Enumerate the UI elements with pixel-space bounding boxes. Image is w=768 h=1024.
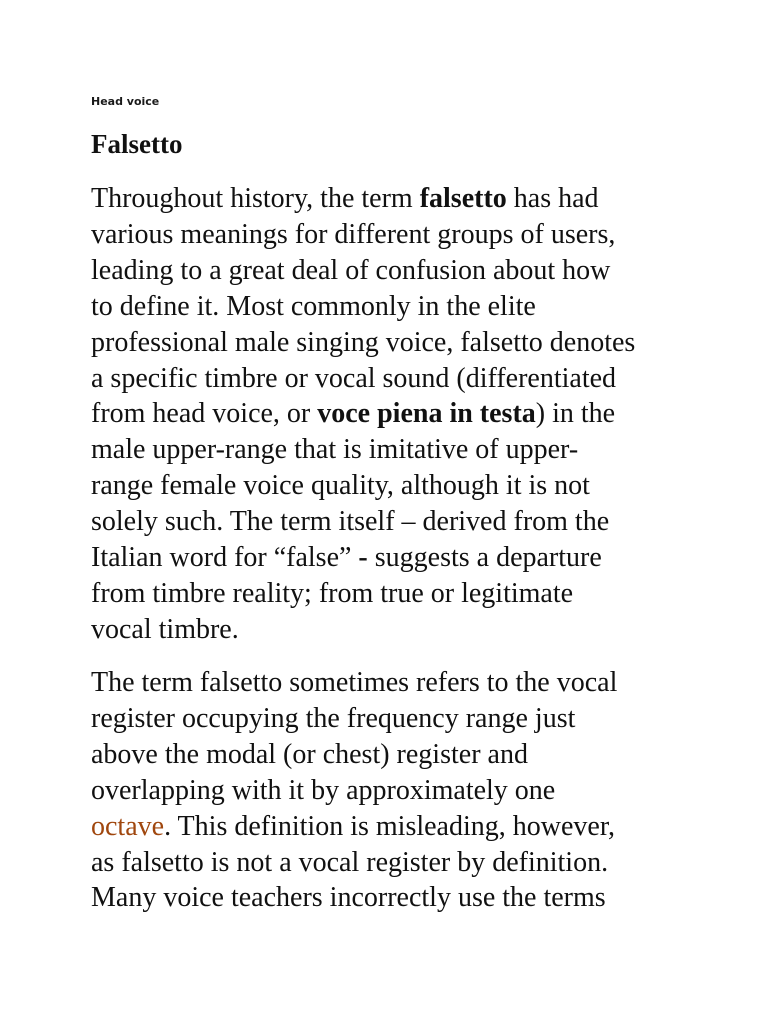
text-run: suggests a departure: [367, 542, 602, 574]
text-line: [91, 396, 691, 432]
text-line: male upper-range that is imitative of upper-: [91, 434, 579, 466]
text-line: as falsetto is not a vocal register by definition.: [91, 846, 609, 878]
text-line: [91, 809, 691, 845]
bold-term-falsetto: falsetto: [419, 183, 507, 214]
bold-dash: -: [358, 542, 368, 574]
paragraph-1: [91, 181, 691, 648]
text-line: a specific timbre or vocal sound (differentiated: [91, 362, 617, 394]
text-run: from head voice, or: [91, 398, 318, 430]
text-run: ) in the: [535, 398, 616, 430]
text-line: from timbre reality; from true or legitimate: [91, 577, 574, 609]
text-line: professional male singing voice, falsetto denotes: [91, 326, 636, 358]
text-line: leading to a great deal of confusion about how: [91, 254, 611, 286]
text-run: has had: [506, 183, 599, 214]
octave-link[interactable]: octave: [91, 810, 165, 842]
text-line: above the modal (or chest) register and: [91, 738, 528, 770]
running-header: Head voice: [91, 95, 160, 108]
text-line: The term falsetto sometimes refers to the vocal: [91, 667, 618, 698]
text-run: Throughout history, the term: [91, 183, 420, 214]
text-line: various meanings for different groups of users,: [91, 218, 616, 250]
text-line: overlapping with it by approximately one: [91, 774, 556, 806]
text-line: range female voice quality, although it is not: [91, 470, 590, 502]
text-line: [91, 540, 691, 576]
text-line: [91, 181, 691, 217]
text-line: to define it. Most commonly in the elite: [91, 290, 536, 322]
text-line: register occupying the frequency range just: [91, 702, 576, 734]
paragraph-2: [91, 665, 691, 916]
section-title: Falsetto: [91, 129, 183, 159]
text-line: Many voice teachers incorrectly use the terms: [91, 882, 606, 914]
text-run: Italian word for “false”: [91, 542, 359, 574]
text-run: . This definition is misleading, however,: [164, 810, 616, 842]
text-line: vocal timbre.: [91, 613, 239, 645]
text-line: solely such. The term itself – derived from the: [91, 506, 610, 538]
bold-term-voce-piena: voce piena in testa: [317, 398, 536, 430]
